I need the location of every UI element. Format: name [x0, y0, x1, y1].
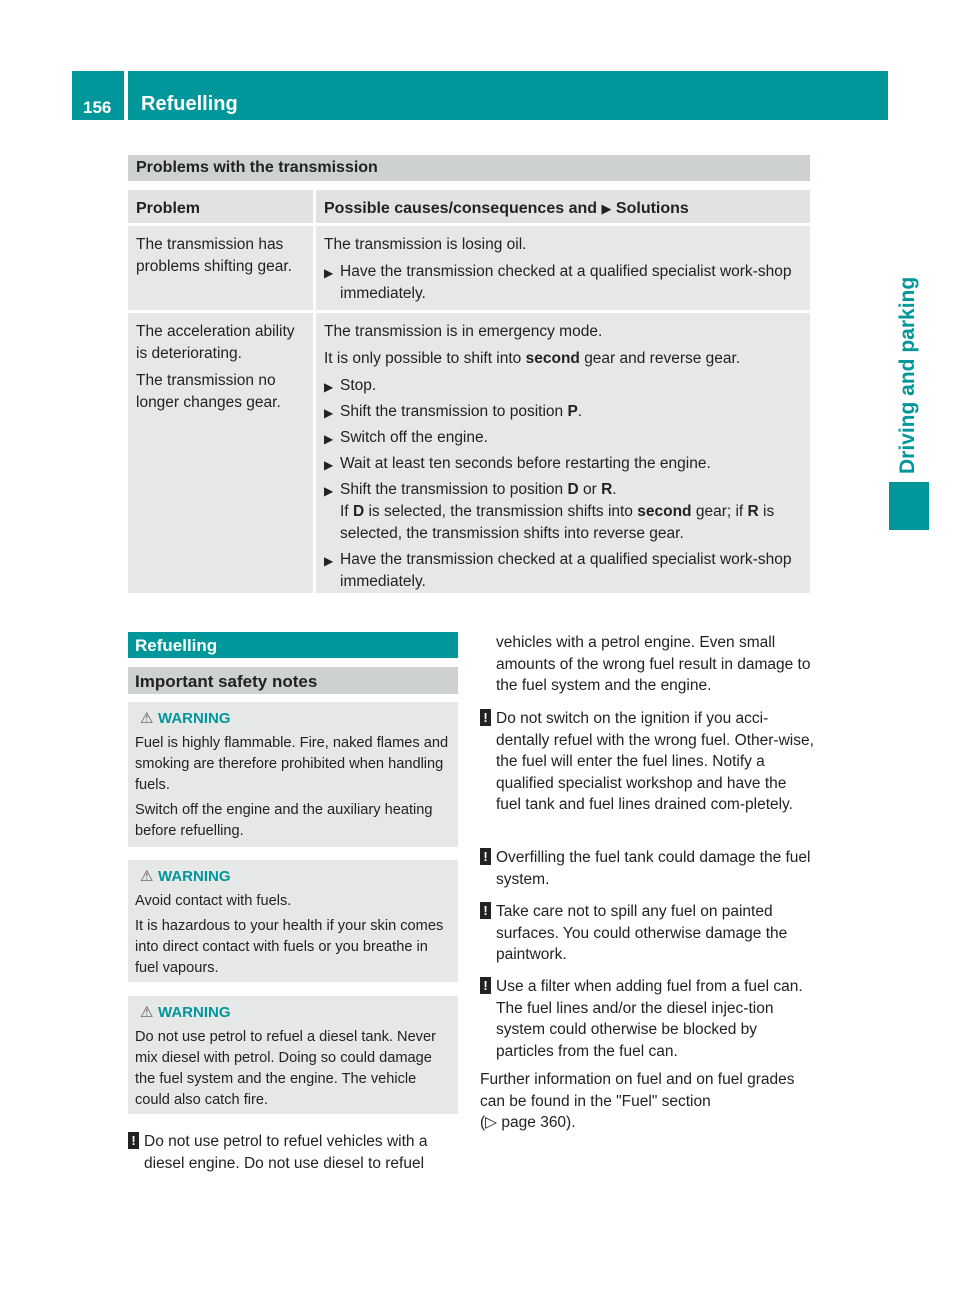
caution-icon: ! — [480, 709, 491, 726]
table-row-1-problem: The transmission has problems shifting gear. — [128, 226, 313, 310]
caution-icon: ! — [480, 977, 491, 994]
table-header-problem: Problem — [128, 190, 313, 223]
arrow-icon: ▶ — [324, 458, 334, 472]
warning-box-1: ⚠ WARNING Fuel is highly flammable. Fire, naked flames and smoking are therefore prohibited when handling fuels. Switch off the engine and the auxiliary heating before refuelling. — [128, 702, 458, 847]
note-3: ! Overfilling the fuel tank could damage the fuel system. — [480, 847, 814, 890]
caution-icon: ! — [128, 1132, 139, 1149]
warning-triangle-icon: ⚠ — [140, 868, 154, 885]
page-reference-link[interactable]: (▷ page 360). — [480, 1114, 576, 1131]
arrow-icon: ▶ — [601, 201, 612, 216]
table-row-2-problem: The acceleration ability is deteriorating. The transmission no longer changes gear. — [128, 313, 313, 593]
table-row-1-solution: The transmission is losing oil. ▶ Have the transmission checked at a qualified specialist work-shop immediately. — [316, 226, 810, 310]
side-tab-block — [889, 482, 929, 530]
table-title: Problems with the transmission — [128, 155, 810, 181]
caution-icon: ! — [480, 848, 491, 865]
solution-step: ▶ Have the transmission checked at a qualified specialist work-shop immediately. — [324, 263, 792, 302]
arrow-icon: ▶ — [324, 554, 334, 568]
warning-box-2: ⚠ WARNING Avoid contact with fuels. It is hazardous to your health if your skin comes into direct contact with fuels or you breathe in fuel vapours. — [128, 860, 458, 982]
note-1-part-a — [128, 1131, 460, 1175]
side-tab-label: Driving and parking — [896, 276, 919, 474]
page-number: 156 — [72, 71, 124, 120]
solution-step: ▶ Stop. — [324, 375, 802, 397]
warning-box-3: ⚠ WARNING Do not use petrol to refuel a diesel tank. Never mix diesel with petrol. Doing so could damage the fuel system and the engine. The vehicle could also catch fire. — [128, 996, 458, 1114]
side-tab — [889, 122, 929, 482]
arrow-icon: ▶ — [324, 432, 334, 446]
warning-triangle-icon: ⚠ — [140, 710, 154, 727]
table-row-2-solution: The transmission is in emergency mode. It is only possible to shift into second gear and reverse gear. ▶ Stop. ▶ Shift the transmission to position P. ▶ Switch off the engine. ▶ Wait at least ten seconds before restarting the engine. ▶ Shift the transmission to position D or R. If D is selected, the transmission shifts into second gear; if R is selected, the transmission shifts into reverse gear. ▶ Have the transmission checked at a qualified specialist work-shop immediately. — [316, 313, 810, 593]
solution-step: ▶ Switch off the engine. — [324, 427, 802, 449]
solution-step: ▶ Have the transmission checked at a qualified specialist work-shop immediately. — [324, 551, 792, 590]
further-info: Further information on fuel and on fuel grades can be found in the "Fuel" section (▷ page 360). — [480, 1071, 795, 1131]
arrow-icon: ▶ — [324, 406, 334, 420]
solution-step: ▶ Shift the transmission to position P. — [324, 401, 802, 423]
note-1-part-b: vehicles with a petrol engine. Even small amounts of the wrong fuel result in damage to the fuel system and the engine. — [496, 634, 811, 694]
caution-icon: ! — [480, 902, 491, 919]
solution-step: ▶ Wait at least ten seconds before restarting the engine. — [324, 453, 802, 475]
note-4: ! Take care not to spill any fuel on painted surfaces. You could otherwise damage the paintwork. — [480, 901, 814, 966]
arrow-icon: ▶ — [324, 266, 334, 280]
note-2: ! Do not switch on the ignition if you acci-dentally refuel with the wrong fuel. Other-wise, the fuel will enter the fuel lines. Notify a qualified specialist workshop and have the fuel tank and fuel lines drained com-pletely. — [480, 708, 814, 816]
solution-step: ▶ Shift the transmission to position D or R. If D is selected, the transmission shifts into second gear; if R is selected, the transmission shifts into reverse gear. — [324, 481, 775, 542]
warning-triangle-icon: ⚠ — [140, 1004, 154, 1021]
table-header-solutions: Possible causes/consequences and ▶ Solutions — [316, 190, 810, 223]
arrow-icon: ▶ — [324, 484, 334, 498]
note-1-text-a: Do not use petrol to refuel vehicles with a diesel engine. Do not use diesel to refuel — [144, 1133, 428, 1172]
page-header-title: Refuelling — [128, 71, 888, 120]
section-title: Refuelling — [128, 632, 458, 658]
subsection-title: Important safety notes — [128, 667, 458, 694]
arrow-icon: ▶ — [324, 380, 334, 394]
note-5: ! Use a filter when adding fuel from a fuel can. The fuel lines and/or the diesel injec-tion system could otherwise be blocked by particles from the fuel can. — [480, 976, 814, 1062]
